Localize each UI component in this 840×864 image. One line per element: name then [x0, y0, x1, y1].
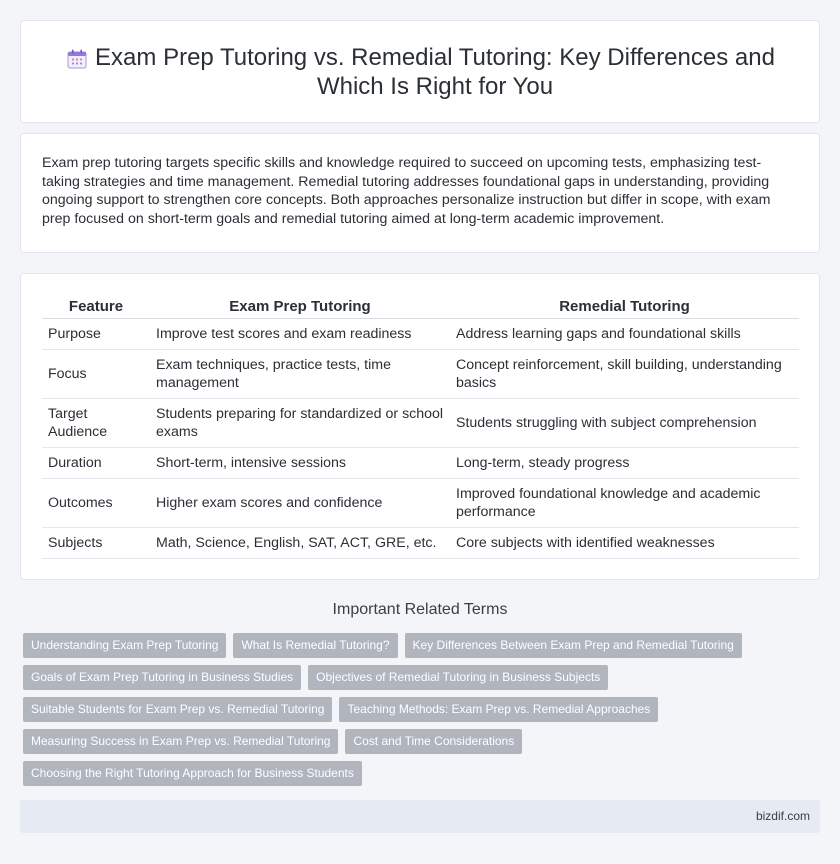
related-term-link[interactable]: Cost and Time Considerations — [345, 729, 522, 754]
row-feature: Subjects — [42, 528, 150, 559]
row-feature: Purpose — [42, 319, 150, 350]
intro-paragraph: Exam prep tutoring targets specific skills and knowledge required to succeed on upcoming tests, emphasizing test-taking strategies and time management. Remedial tutoring addresses foundational gaps in understanding, providing ongoing support to strengthen core concepts. Both approaches personalize instruction but differ in scope, with exam prep focused on short-term goals and remedial tutoring aimed at long-term academic improvement. — [42, 155, 771, 227]
row-feature: Focus — [42, 350, 150, 399]
header-card — [20, 20, 820, 123]
comparison-card — [20, 273, 820, 580]
page-title: Exam Prep Tutoring vs. Remedial Tutoring: Key Differences and Which Is Right for You — [95, 43, 775, 100]
table-row — [42, 399, 799, 448]
row-exam-prep: Students preparing for standardized or school exams — [150, 399, 450, 448]
related-term-link[interactable]: Teaching Methods: Exam Prep vs. Remedial Approaches — [339, 697, 658, 722]
related-term-link[interactable]: Goals of Exam Prep Tutoring in Business Studies — [23, 665, 301, 690]
table-row — [42, 528, 799, 559]
related-terms-heading: Important Related Terms — [332, 601, 508, 618]
row-feature: Target Audience — [42, 399, 150, 448]
row-remedial: Core subjects with identified weaknesses — [450, 528, 799, 559]
row-exam-prep: Exam techniques, practice tests, time management — [150, 350, 450, 399]
row-feature: Outcomes — [42, 479, 150, 528]
related-term-link[interactable]: Suitable Students for Exam Prep vs. Remedial Tutoring — [23, 697, 332, 722]
related-terms-list — [23, 633, 823, 793]
row-exam-prep: Higher exam scores and confidence — [150, 479, 450, 528]
row-exam-prep: Improve test scores and exam readiness — [150, 319, 450, 350]
header-remedial: Remedial Tutoring — [450, 296, 799, 319]
row-exam-prep: Math, Science, English, SAT, ACT, GRE, etc. — [150, 528, 450, 559]
table-row — [42, 319, 799, 350]
related-term-link[interactable]: Key Differences Between Exam Prep and Remedial Tutoring — [405, 633, 742, 658]
table-row — [42, 448, 799, 479]
footer-bar — [20, 800, 820, 833]
row-remedial: Concept reinforcement, skill building, understanding basics — [450, 350, 799, 399]
comparison-table — [42, 296, 799, 559]
related-term-link[interactable]: What Is Remedial Tutoring? — [233, 633, 397, 658]
table-row — [42, 350, 799, 399]
related-term-link[interactable]: Measuring Success in Exam Prep vs. Remedial Tutoring — [23, 729, 338, 754]
header-feature: Feature — [42, 296, 150, 319]
row-exam-prep: Short-term, intensive sessions — [150, 448, 450, 479]
row-remedial: Long-term, steady progress — [450, 448, 799, 479]
row-remedial: Address learning gaps and foundational skills — [450, 319, 799, 350]
row-remedial: Improved foundational knowledge and academic performance — [450, 479, 799, 528]
header-exam-prep: Exam Prep Tutoring — [150, 296, 450, 319]
row-feature: Duration — [42, 448, 150, 479]
related-term-link[interactable]: Choosing the Right Tutoring Approach for Business Students — [23, 761, 362, 786]
related-term-link[interactable]: Objectives of Remedial Tutoring in Business Subjects — [308, 665, 608, 690]
table-row — [42, 479, 799, 528]
intro-card — [20, 133, 820, 253]
site-name[interactable]: bizdif.com — [755, 809, 810, 823]
related-term-link[interactable]: Understanding Exam Prep Tutoring — [23, 633, 226, 658]
row-remedial: Students struggling with subject comprehension — [450, 399, 799, 448]
table-header-row — [42, 296, 799, 319]
